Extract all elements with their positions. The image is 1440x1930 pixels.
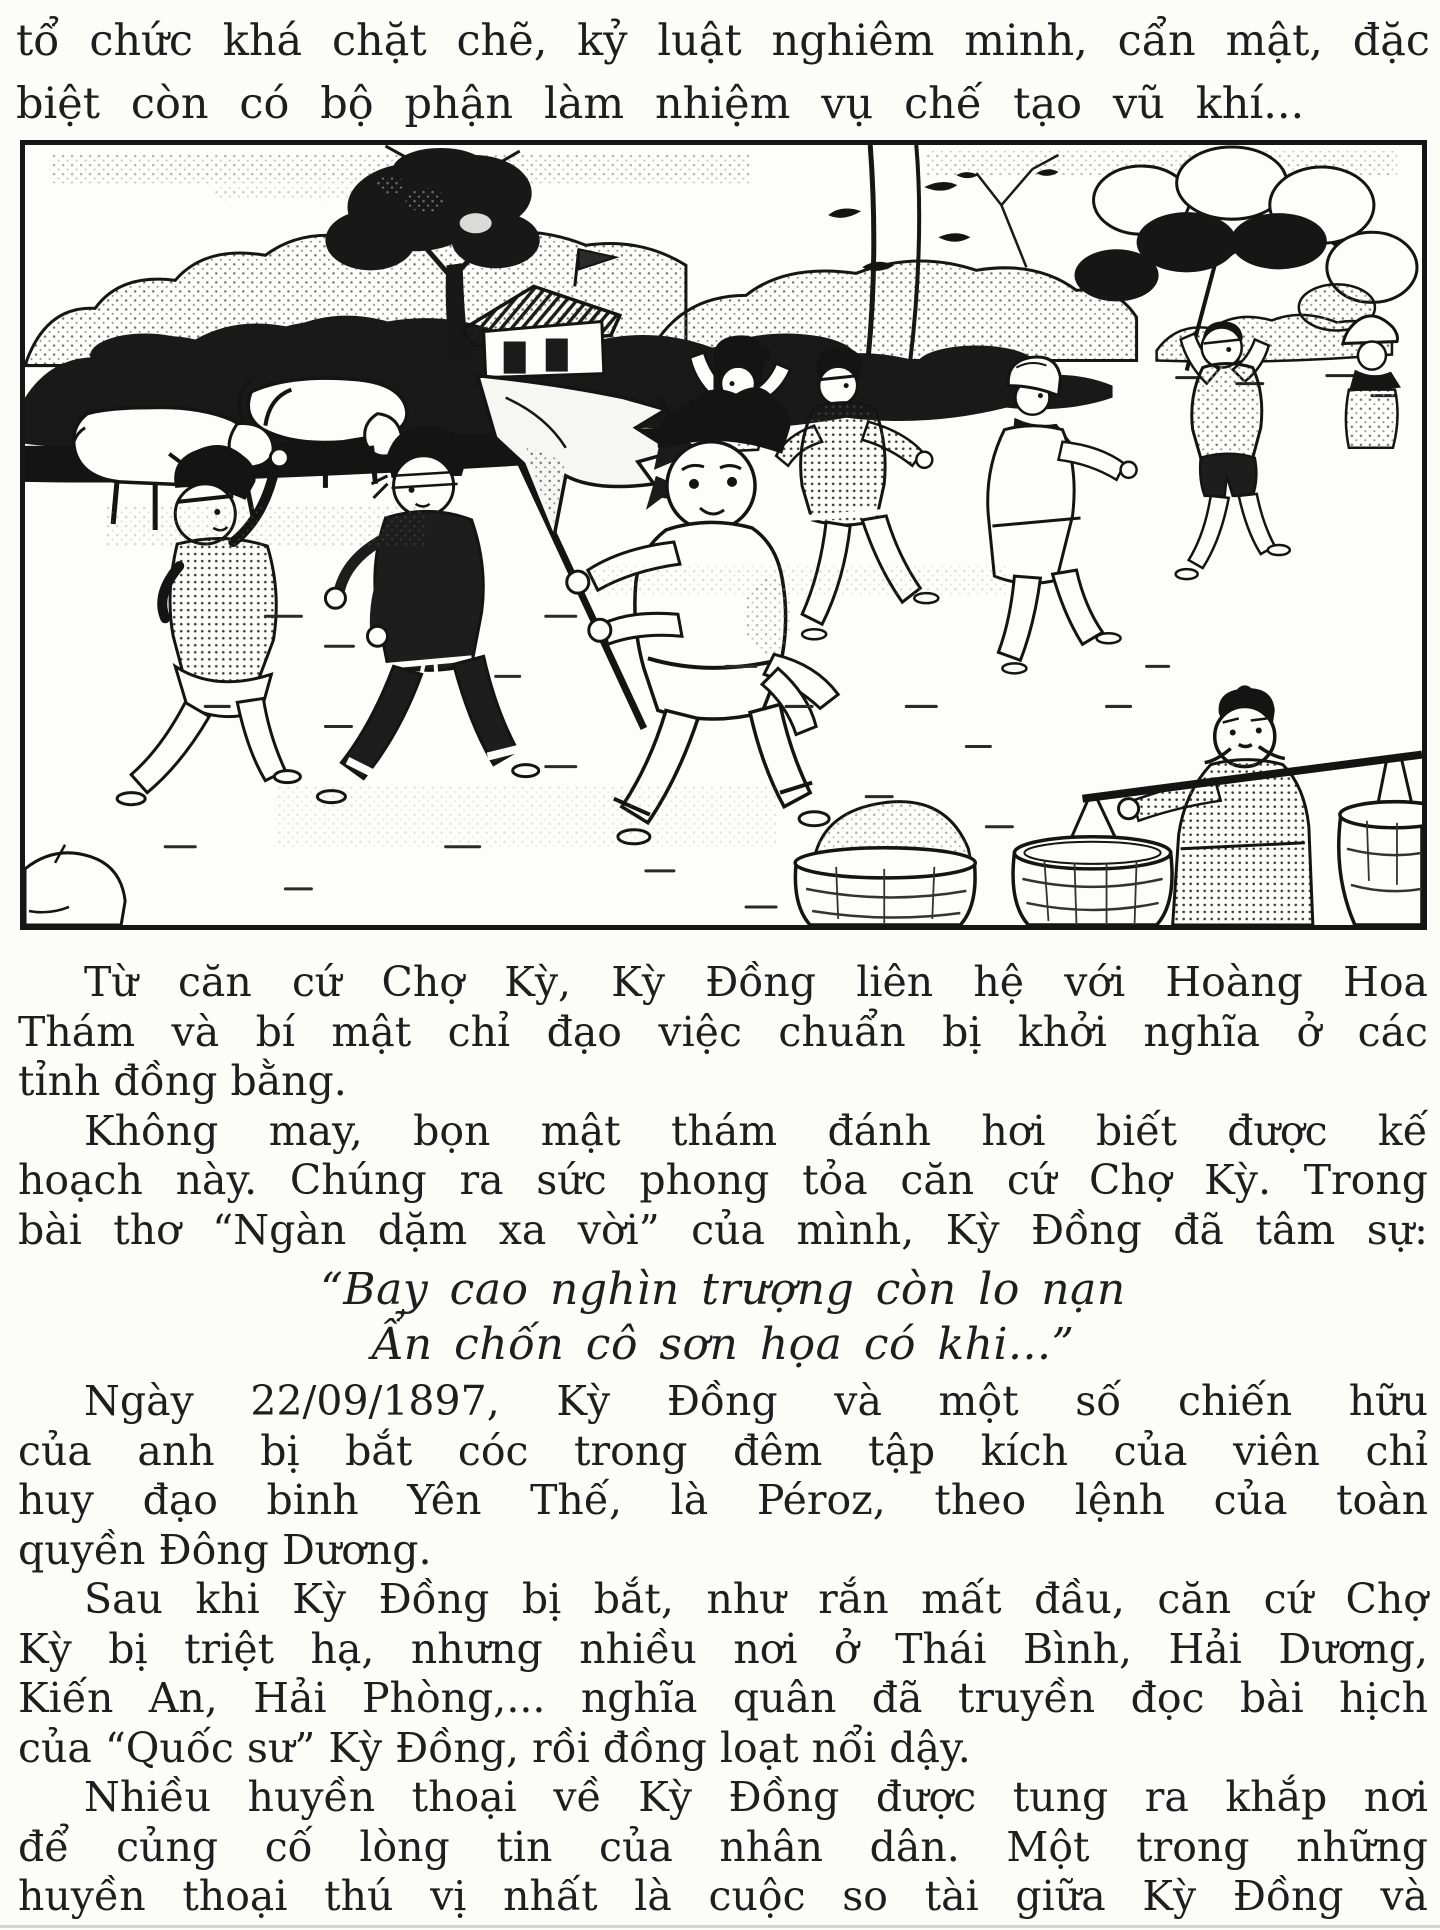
basket-right bbox=[1339, 802, 1422, 925]
text-line: Nhiều huyền thoại về Kỳ Đồng được tung ra khắp nơi bbox=[84, 1773, 1428, 1821]
intro-paragraph bbox=[16, 10, 1430, 136]
paragraph bbox=[18, 1575, 1428, 1773]
text-line: biệt còn có bộ phận làm nhiệm vụ chế tạo vũ khí... bbox=[16, 79, 1305, 129]
text-line: bài thơ “Ngàn dặm xa vời” của mình, Kỳ Đồng đã tâm sự: bbox=[18, 1205, 1428, 1254]
text-line: Thám và bí mật chỉ đạo việc chuẩn bị khởi nghĩa ở các bbox=[18, 1007, 1428, 1056]
text-line: Từ căn cứ Chợ Kỳ, Kỳ Đồng liên hệ với Hoàng Hoa bbox=[84, 958, 1428, 1006]
figure-runner bbox=[117, 445, 300, 805]
figure-hat bbox=[1343, 316, 1401, 448]
text-line: tỉnh đồng bằng. bbox=[18, 1057, 347, 1105]
text-line: Ngày 22/09/1897, Kỳ Đồng và một số chiến hữu bbox=[84, 1377, 1428, 1425]
cloth-bundle bbox=[25, 845, 125, 925]
text-line: hoạch này. Chúng ra sức phong tỏa căn cứ Chợ Kỳ. Trong bbox=[18, 1156, 1428, 1204]
illustration-frame bbox=[20, 140, 1427, 930]
text-line: Sau khi Kỳ Đồng bị bắt, như rắn mất đầu, căn cứ Chợ bbox=[84, 1575, 1428, 1623]
book-page bbox=[0, 10, 1440, 1930]
text-line: Kiến An, Hải Phòng,... nghĩa quân đã truyền đọc bài hịch bbox=[18, 1674, 1428, 1722]
poem-line: “Bay cao nghìn trượng còn lo nạn bbox=[320, 1264, 1126, 1315]
text-line: của “Quốc sư” Kỳ Đồng, rồi đồng loạt nổi dậy. bbox=[18, 1723, 971, 1772]
text-line: huy đạo binh Yên Thế, là Péroz, theo lệnh của toàn bbox=[18, 1476, 1428, 1524]
paragraph bbox=[18, 1773, 1428, 1922]
basket-large bbox=[1013, 837, 1172, 925]
paragraph bbox=[18, 1107, 1428, 1256]
text-line: Không may, bọn mật thám đánh hơi biết được kế bbox=[84, 1106, 1428, 1155]
poem bbox=[18, 1262, 1428, 1372]
figure-dark-boy bbox=[317, 426, 538, 803]
text-line: của anh bị bắt cóc trong đêm tập kích của viên chỉ bbox=[18, 1426, 1428, 1475]
poem-line: Ẩn chốn cô sơn họa có khi...” bbox=[371, 1319, 1075, 1370]
text-line: huyền thoại thú vị nhất là cuộc so tài giữa Kỳ Đồng và bbox=[18, 1872, 1428, 1920]
scan-edge-artifact bbox=[0, 1925, 1440, 1928]
paragraph bbox=[18, 958, 1428, 1107]
text-line: quyền Đông Dương. bbox=[18, 1525, 432, 1574]
paragraph bbox=[18, 1377, 1428, 1575]
body-text bbox=[18, 958, 1428, 1922]
text-line: tổ chức khá chặt chẽ, kỷ luật nghiêm minh, cẩn mật, đặc bbox=[16, 16, 1430, 66]
illustration bbox=[25, 145, 1422, 925]
text-line: Kỳ bị triệt hạ, nhưng nhiều nơi ở Thái Bình, Hải Dương, bbox=[18, 1624, 1428, 1673]
text-line: để củng cố lòng tin của nhân dân. Một trong những bbox=[18, 1822, 1428, 1871]
